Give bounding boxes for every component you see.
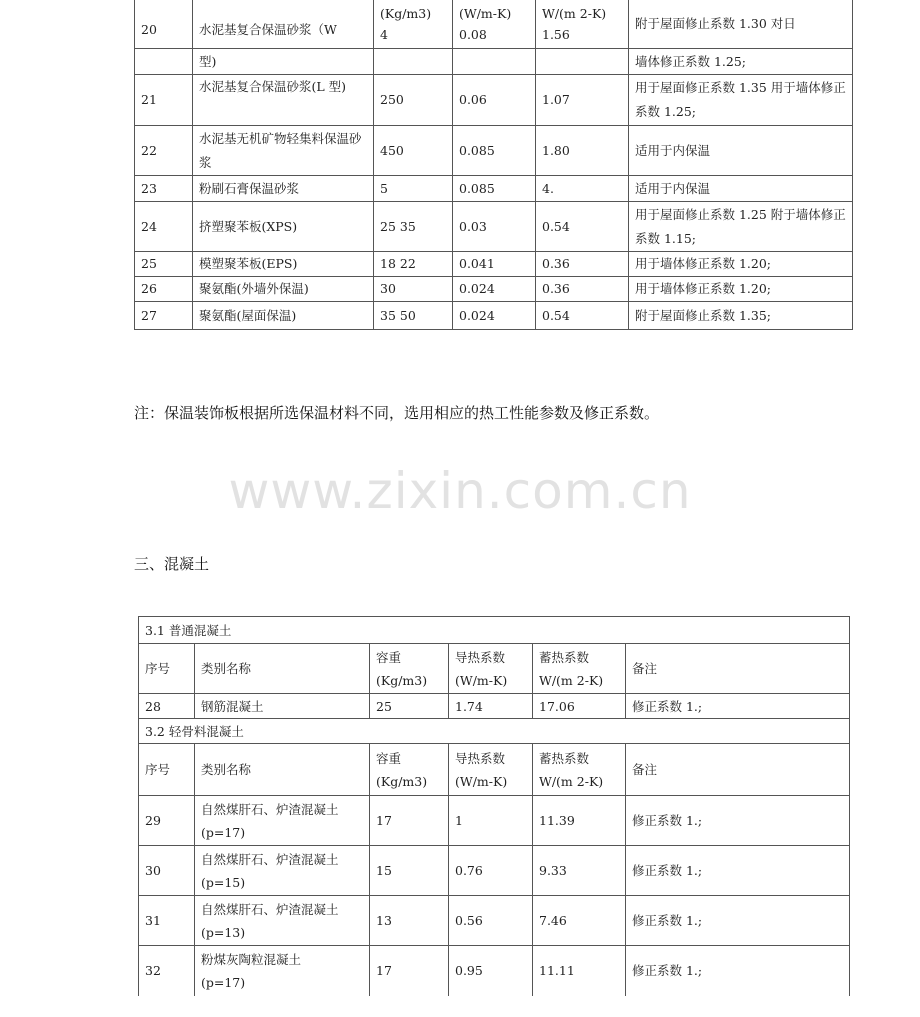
section-title-row — [139, 617, 850, 644]
material-name: 粉刷石膏保温砂浆 — [193, 176, 374, 202]
density-value: 450 — [374, 126, 453, 176]
remark: 附于屋面修止系数 1.35; — [629, 302, 853, 330]
concrete-table — [138, 616, 850, 996]
density-value: 4 — [380, 26, 388, 42]
conductivity-value: 0.95 — [449, 946, 533, 996]
insulation-materials-table — [134, 0, 853, 330]
storage-value: 1.80 — [536, 126, 629, 176]
storage-value: 4. — [536, 176, 629, 202]
material-name: 水泥基复合保温砂浆（W — [193, 0, 374, 49]
remark: 修正系数 1.; — [626, 946, 850, 996]
table-row — [135, 126, 853, 176]
header-conductivity — [449, 744, 533, 796]
header-density — [370, 644, 449, 694]
header-conductivity-label: 导热系数 — [455, 750, 506, 766]
conductivity-value: 0.56 — [449, 896, 533, 946]
table-row — [135, 176, 853, 202]
row-number: 20 — [135, 0, 193, 49]
conductivity-unit: (W/m-K) — [459, 5, 512, 21]
row-number: 32 — [139, 946, 195, 996]
remark: 用于屋面修正系数 1.35 用于墙体修正系数 1.25; — [629, 75, 853, 126]
row-number: 21 — [135, 75, 193, 126]
header-storage-label: 蓄热系数 — [539, 750, 590, 766]
conductivity-cell — [453, 0, 536, 49]
material-name: 模塑聚苯板(EPS) — [193, 252, 374, 277]
header-storage — [533, 644, 626, 694]
section-heading: 三、混凝土 — [134, 555, 210, 573]
header-conductivity — [449, 644, 533, 694]
material-density-note: (p=17) — [201, 824, 246, 840]
conductivity-value: 0.06 — [453, 75, 536, 126]
density-value: 17 — [370, 796, 449, 846]
storage-value — [536, 49, 629, 75]
conductivity-value: 0.085 — [453, 126, 536, 176]
header-name: 类别名称 — [195, 744, 370, 796]
header-name: 类别名称 — [195, 644, 370, 694]
conductivity-value: 0.085 — [453, 176, 536, 202]
header-no: 序号 — [139, 744, 195, 796]
density-value: 25 — [370, 694, 449, 719]
material-name — [195, 846, 370, 896]
row-number: 28 — [139, 694, 195, 719]
material-name: 钢筋混凝土 — [195, 694, 370, 719]
table-footnote: 注：保温装饰板根据所选保温材料不同，选用相应的热工性能参数及修正系数。 — [134, 404, 660, 422]
density-cell — [374, 0, 453, 49]
conductivity-value: 0.76 — [449, 846, 533, 896]
table-row — [135, 0, 853, 49]
header-conductivity-unit: (W/m-K) — [455, 672, 508, 688]
remark: 修正系数 1.; — [626, 846, 850, 896]
conductivity-value: 0.024 — [453, 302, 536, 330]
watermark: www.zixin.com.cn — [228, 462, 692, 520]
conductivity-value: 0.03 — [453, 202, 536, 252]
table-row — [135, 302, 853, 330]
row-number: 22 — [135, 126, 193, 176]
density-value: 5 — [374, 176, 453, 202]
header-note: 备注 — [626, 744, 850, 796]
density-value: 15 — [370, 846, 449, 896]
remark: 适用于内保温 — [629, 126, 853, 176]
remark: 修正系数 1.; — [626, 896, 850, 946]
table-row — [135, 252, 853, 277]
material-name: 水泥基复合保温砂浆(L 型) — [193, 75, 374, 126]
row-number: 25 — [135, 252, 193, 277]
density-value: 35 50 — [374, 302, 453, 330]
density-value: 30 — [374, 277, 453, 302]
row-number: 31 — [139, 896, 195, 946]
storage-unit: W/(m 2-K) — [542, 5, 607, 21]
density-value: 18 22 — [374, 252, 453, 277]
conductivity-value: 1 — [449, 796, 533, 846]
storage-value: 9.33 — [533, 846, 626, 896]
header-density — [370, 744, 449, 796]
row-number: 26 — [135, 277, 193, 302]
table-row — [135, 202, 853, 252]
row-number: 24 — [135, 202, 193, 252]
remark: 用于墙体修正系数 1.20; — [629, 277, 853, 302]
storage-cell — [536, 0, 629, 49]
row-number: 27 — [135, 302, 193, 330]
material-name-line: 粉煤灰陶粒混凝土 — [201, 951, 302, 967]
material-name: 挤塑聚苯板(XPS) — [193, 202, 374, 252]
table-row — [139, 846, 850, 896]
remark: 修正系数 1.; — [626, 694, 850, 719]
material-name: 聚氨酯(外墙外保温) — [193, 277, 374, 302]
table-row — [135, 75, 853, 126]
header-row — [139, 744, 850, 796]
conductivity-value: 0.041 — [453, 252, 536, 277]
table-row — [139, 694, 850, 719]
material-density-note: (p=13) — [201, 924, 246, 940]
remark: 墙体修正系数 1.25; — [629, 49, 853, 75]
material-name: 聚氨酯(屋面保温) — [193, 302, 374, 330]
table-row — [139, 896, 850, 946]
storage-value: 11.11 — [533, 946, 626, 996]
table-row — [139, 796, 850, 846]
remark: 用于屋面修止系数 1.25 附于墙体修正系数 1.15; — [629, 202, 853, 252]
remark: 用于墙体修正系数 1.20; — [629, 252, 853, 277]
row-number — [135, 49, 193, 75]
header-conductivity-label: 导热系数 — [455, 649, 506, 665]
header-density-unit: (Kg/m3) — [376, 672, 428, 688]
material-density-note: (p=15) — [201, 874, 246, 890]
header-storage — [533, 744, 626, 796]
header-storage-label: 蓄热系数 — [539, 649, 590, 665]
table-row — [135, 49, 853, 75]
density-value: 250 — [374, 75, 453, 126]
row-number: 30 — [139, 846, 195, 896]
material-name: 型) — [193, 49, 374, 75]
remark: 附于屋面修止系数 1.30 对日 — [629, 0, 853, 49]
header-density-unit: (Kg/m3) — [376, 773, 428, 789]
header-density-label: 容重 — [376, 649, 402, 665]
remark: 修正系数 1.; — [626, 796, 850, 846]
material-name — [195, 796, 370, 846]
section-title: 3.2 轻骨料混凝土 — [139, 719, 850, 744]
density-value — [374, 49, 453, 75]
storage-value: 11.39 — [533, 796, 626, 846]
header-row — [139, 644, 850, 694]
material-density-note: (p=17) — [201, 974, 246, 990]
conductivity-value: 1.74 — [449, 694, 533, 719]
table-row — [135, 277, 853, 302]
storage-value: 0.54 — [536, 202, 629, 252]
conductivity-value: 0.024 — [453, 277, 536, 302]
density-value: 25 35 — [374, 202, 453, 252]
storage-value: 0.36 — [536, 277, 629, 302]
header-note: 备注 — [626, 644, 850, 694]
density-unit: (Kg/m3) — [380, 5, 432, 21]
row-number: 29 — [139, 796, 195, 846]
storage-value: 1.07 — [536, 75, 629, 126]
table-row — [139, 946, 850, 996]
header-storage-unit: W/(m 2-K) — [539, 773, 604, 789]
material-name: 水泥基无机矿物轻集料保温砂浆 — [193, 126, 374, 176]
remark: 适用于内保温 — [629, 176, 853, 202]
conductivity-value — [453, 49, 536, 75]
material-name — [195, 896, 370, 946]
material-name-line: 自然煤肝石、炉渣混凝土 — [201, 901, 339, 917]
section-title-row — [139, 719, 850, 744]
row-number: 23 — [135, 176, 193, 202]
density-value: 17 — [370, 946, 449, 996]
storage-value: 0.36 — [536, 252, 629, 277]
storage-value: 7.46 — [533, 896, 626, 946]
material-name-line: 自然煤肝石、炉渣混凝土 — [201, 801, 339, 817]
density-value: 13 — [370, 896, 449, 946]
material-name — [195, 946, 370, 996]
header-density-label: 容重 — [376, 750, 402, 766]
storage-value: 17.06 — [533, 694, 626, 719]
material-name-line: 自然煤肝石、炉渣混凝土 — [201, 851, 339, 867]
header-storage-unit: W/(m 2-K) — [539, 672, 604, 688]
header-conductivity-unit: (W/m-K) — [455, 773, 508, 789]
storage-value: 0.54 — [536, 302, 629, 330]
header-no: 序号 — [139, 644, 195, 694]
storage-value: 1.56 — [542, 26, 570, 42]
section-title: 3.1 普通混凝土 — [139, 617, 850, 644]
conductivity-value: 0.08 — [459, 26, 487, 42]
